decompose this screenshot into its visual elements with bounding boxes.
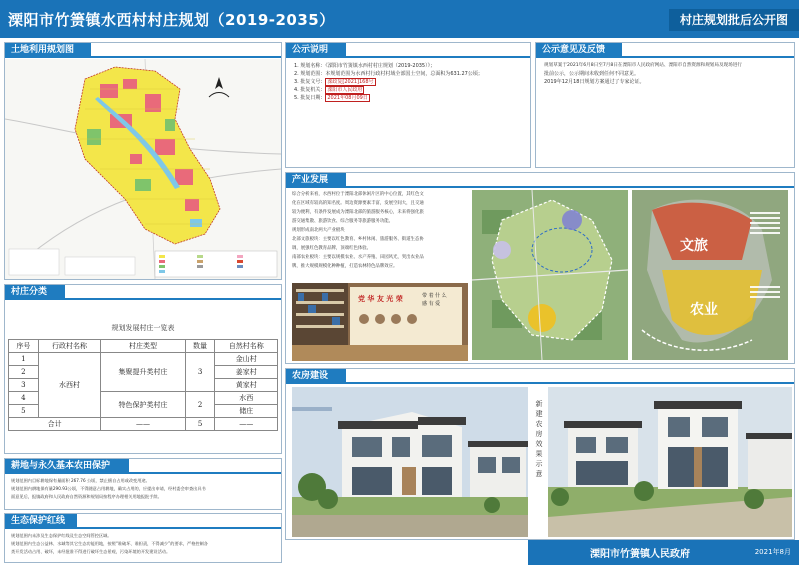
row-number: 3 — [9, 379, 39, 392]
footer-date: 2021年8月 — [754, 548, 791, 556]
approver-label: 4. 批复机关： — [294, 87, 326, 93]
poster-slogan: 党 华 友 光 荣 — [358, 295, 403, 303]
notice-panel — [285, 42, 531, 168]
notice-heading: 公示说明 — [286, 43, 346, 57]
row-number: 5 — [9, 405, 39, 418]
natural-village-name: 水西 — [215, 392, 278, 405]
feedback-line: 2019年12月18日规划方案通过了专家论证。 — [544, 79, 645, 85]
total-label: 合计 — [9, 418, 101, 431]
notice-line: 3. 批复文号： — [294, 79, 326, 85]
industry-line: 牌，推大规模规模化种种植，打造农林特色品牌效应。 — [292, 264, 398, 269]
industry-line: 游交通集散、旅游饮食、综合服务等旅游服务功能。 — [292, 219, 393, 224]
table-caption: 规划发展村庄一览表 — [111, 324, 175, 332]
housing-heading: 农房建设 — [286, 369, 346, 383]
village-table — [8, 339, 278, 431]
feedback-heading: 公示意见及反馈 — [536, 43, 622, 57]
village-class-heading: 村庄分类 — [5, 285, 65, 299]
natural-village-name: 储庄 — [215, 405, 278, 418]
page-footer — [528, 540, 799, 565]
row-number: 1 — [9, 353, 39, 366]
housing-caption: 新 建 农 房 效 果 示 意 — [535, 400, 543, 478]
page-header — [0, 0, 799, 38]
land-use-panel — [4, 42, 282, 280]
natural-village-name: 姜家村 — [215, 366, 278, 379]
poster-caption: 感 有 爱 — [422, 301, 441, 307]
table-header: 行政村名称 — [38, 340, 101, 353]
eco-line: 规划范围内未涉及生态保护红线及生态空间管控区域。 — [11, 533, 112, 538]
table-header: 自然村名称 — [215, 340, 278, 353]
culture-zone-label: 文旅 — [680, 238, 708, 254]
industry-map — [472, 190, 628, 360]
government-name: 溧阳市竹箦镇人民政府 — [590, 549, 690, 560]
publication-tag: 村庄规划批后公开图 — [669, 9, 799, 31]
natural-village-name: 黄家村 — [215, 379, 278, 392]
admin-village-name: 水西村 — [38, 353, 101, 418]
feedback-line: 规划草案于2021年6月8日至7月8日在溧阳市人民政府网站、溧阳市自然资源和规划局及现场进行 — [544, 63, 742, 68]
map-legend — [155, 251, 277, 277]
notice-line: 1. 规划名称：《溧阳市竹箦镇水西村村庄规划（2019-2035）》； — [294, 63, 436, 69]
date-label: 5. 批复日期： — [294, 95, 326, 101]
natural-village-name: 金山村 — [215, 353, 278, 366]
table-header: 数量 — [185, 340, 215, 353]
feedback-panel — [535, 42, 795, 168]
table-row — [9, 353, 278, 366]
agri-zone-label: 农业 — [690, 302, 718, 318]
housing-panel — [285, 368, 795, 540]
eco-heading: 生态保护红线 — [5, 514, 77, 528]
eco-line: 规划范围内生态公益林、水域等其它生态功能用地，按照“谁破坏、谁担责，不得减少”的要求，严格控制各 — [11, 541, 208, 546]
row-number: 2 — [9, 366, 39, 379]
farmland-line: 面意见后，报镇政府和人民政府自然资源和规划局按程序办理相关用地报批手续。 — [11, 494, 162, 499]
table-header: 村庄类型 — [101, 340, 185, 353]
total-count: 5 — [185, 418, 215, 431]
industry-line: 北部文旅板块：主要以红色教育、乡村休闲、旅游服务、街道生态协 — [292, 237, 424, 242]
notice-line: 2. 规划范围：本规划范围为水西村行政村村域全部国土空间，总面积为631.27公顷； — [294, 71, 483, 77]
village-count: 2 — [185, 392, 215, 418]
approval-date: 2021年08月09日 — [327, 95, 368, 101]
total-names: —— — [215, 418, 278, 431]
approval-number: 溧政复[2021]168号 — [327, 79, 374, 85]
poster-caption: 带 着 什 么 — [422, 293, 447, 299]
village-count: 3 — [185, 353, 215, 392]
land-use-heading: 土地利用规划图 — [5, 43, 91, 57]
farmland-line: 规划范围内目标耕地保有量面积 267.76 公顷，禁止擅自占用或改变用途。 — [11, 478, 150, 483]
housing-render-left — [292, 387, 528, 537]
eco-panel — [4, 513, 282, 563]
village-type: 集聚提升类村庄 — [101, 353, 185, 392]
table-total-row — [9, 418, 278, 431]
village-type: 特色保护类村庄 — [101, 392, 185, 418]
industry-heading: 产业发展 — [286, 173, 346, 187]
approver-name: 溧阳市人民政府 — [327, 87, 363, 93]
industry-line: 南部农业板块：主要以规模农业、水产养殖、田园风光，突出农业品 — [292, 255, 424, 260]
table-header: 序号 — [9, 340, 39, 353]
farmland-panel — [4, 458, 282, 510]
farmland-heading: 耕地与永久基本农田保护 — [5, 459, 129, 473]
row-number: 4 — [9, 392, 39, 405]
industry-line: 规划形成南北两大产业板块 — [292, 228, 345, 233]
page-title: 溧阳市竹箦镇水西村村庄规划（2019-2035） — [8, 11, 335, 29]
industry-zoning-diagram — [632, 190, 788, 360]
housing-render-right — [548, 387, 792, 537]
industry-line: 调，展强红色教育品牌，顶端红色体验。 — [292, 246, 372, 251]
total-type: —— — [101, 418, 185, 431]
industry-line: 综合分析来看，水西村位于溧阳北部休闲片区的中心位置，其红色文 — [292, 192, 424, 197]
industry-line: 化在区域有较高的知名度。周边资源要素丰富，发展空间大，且交通 — [292, 201, 424, 206]
exhibition-photo — [292, 283, 468, 361]
industry-panel — [285, 172, 795, 364]
farmland-line: 规划范围内耕地保有量290.93公顷，不得随意占用耕地，确实占用的，应提出申请，经村委会审查出具书 — [11, 486, 206, 491]
industry-line: 较为便利，有条件发展成为溧阳北部的旅游服务核心，未来将强化旅 — [292, 210, 424, 215]
land-use-map — [5, 59, 281, 279]
eco-line: 类开发活动占用、破坏，未经批准不得进行破坏生态景观，污染环境的开发建设活动。 — [11, 549, 171, 554]
feedback-line: 批前公示，公示期间未收到任何不同意见。 — [544, 71, 640, 77]
